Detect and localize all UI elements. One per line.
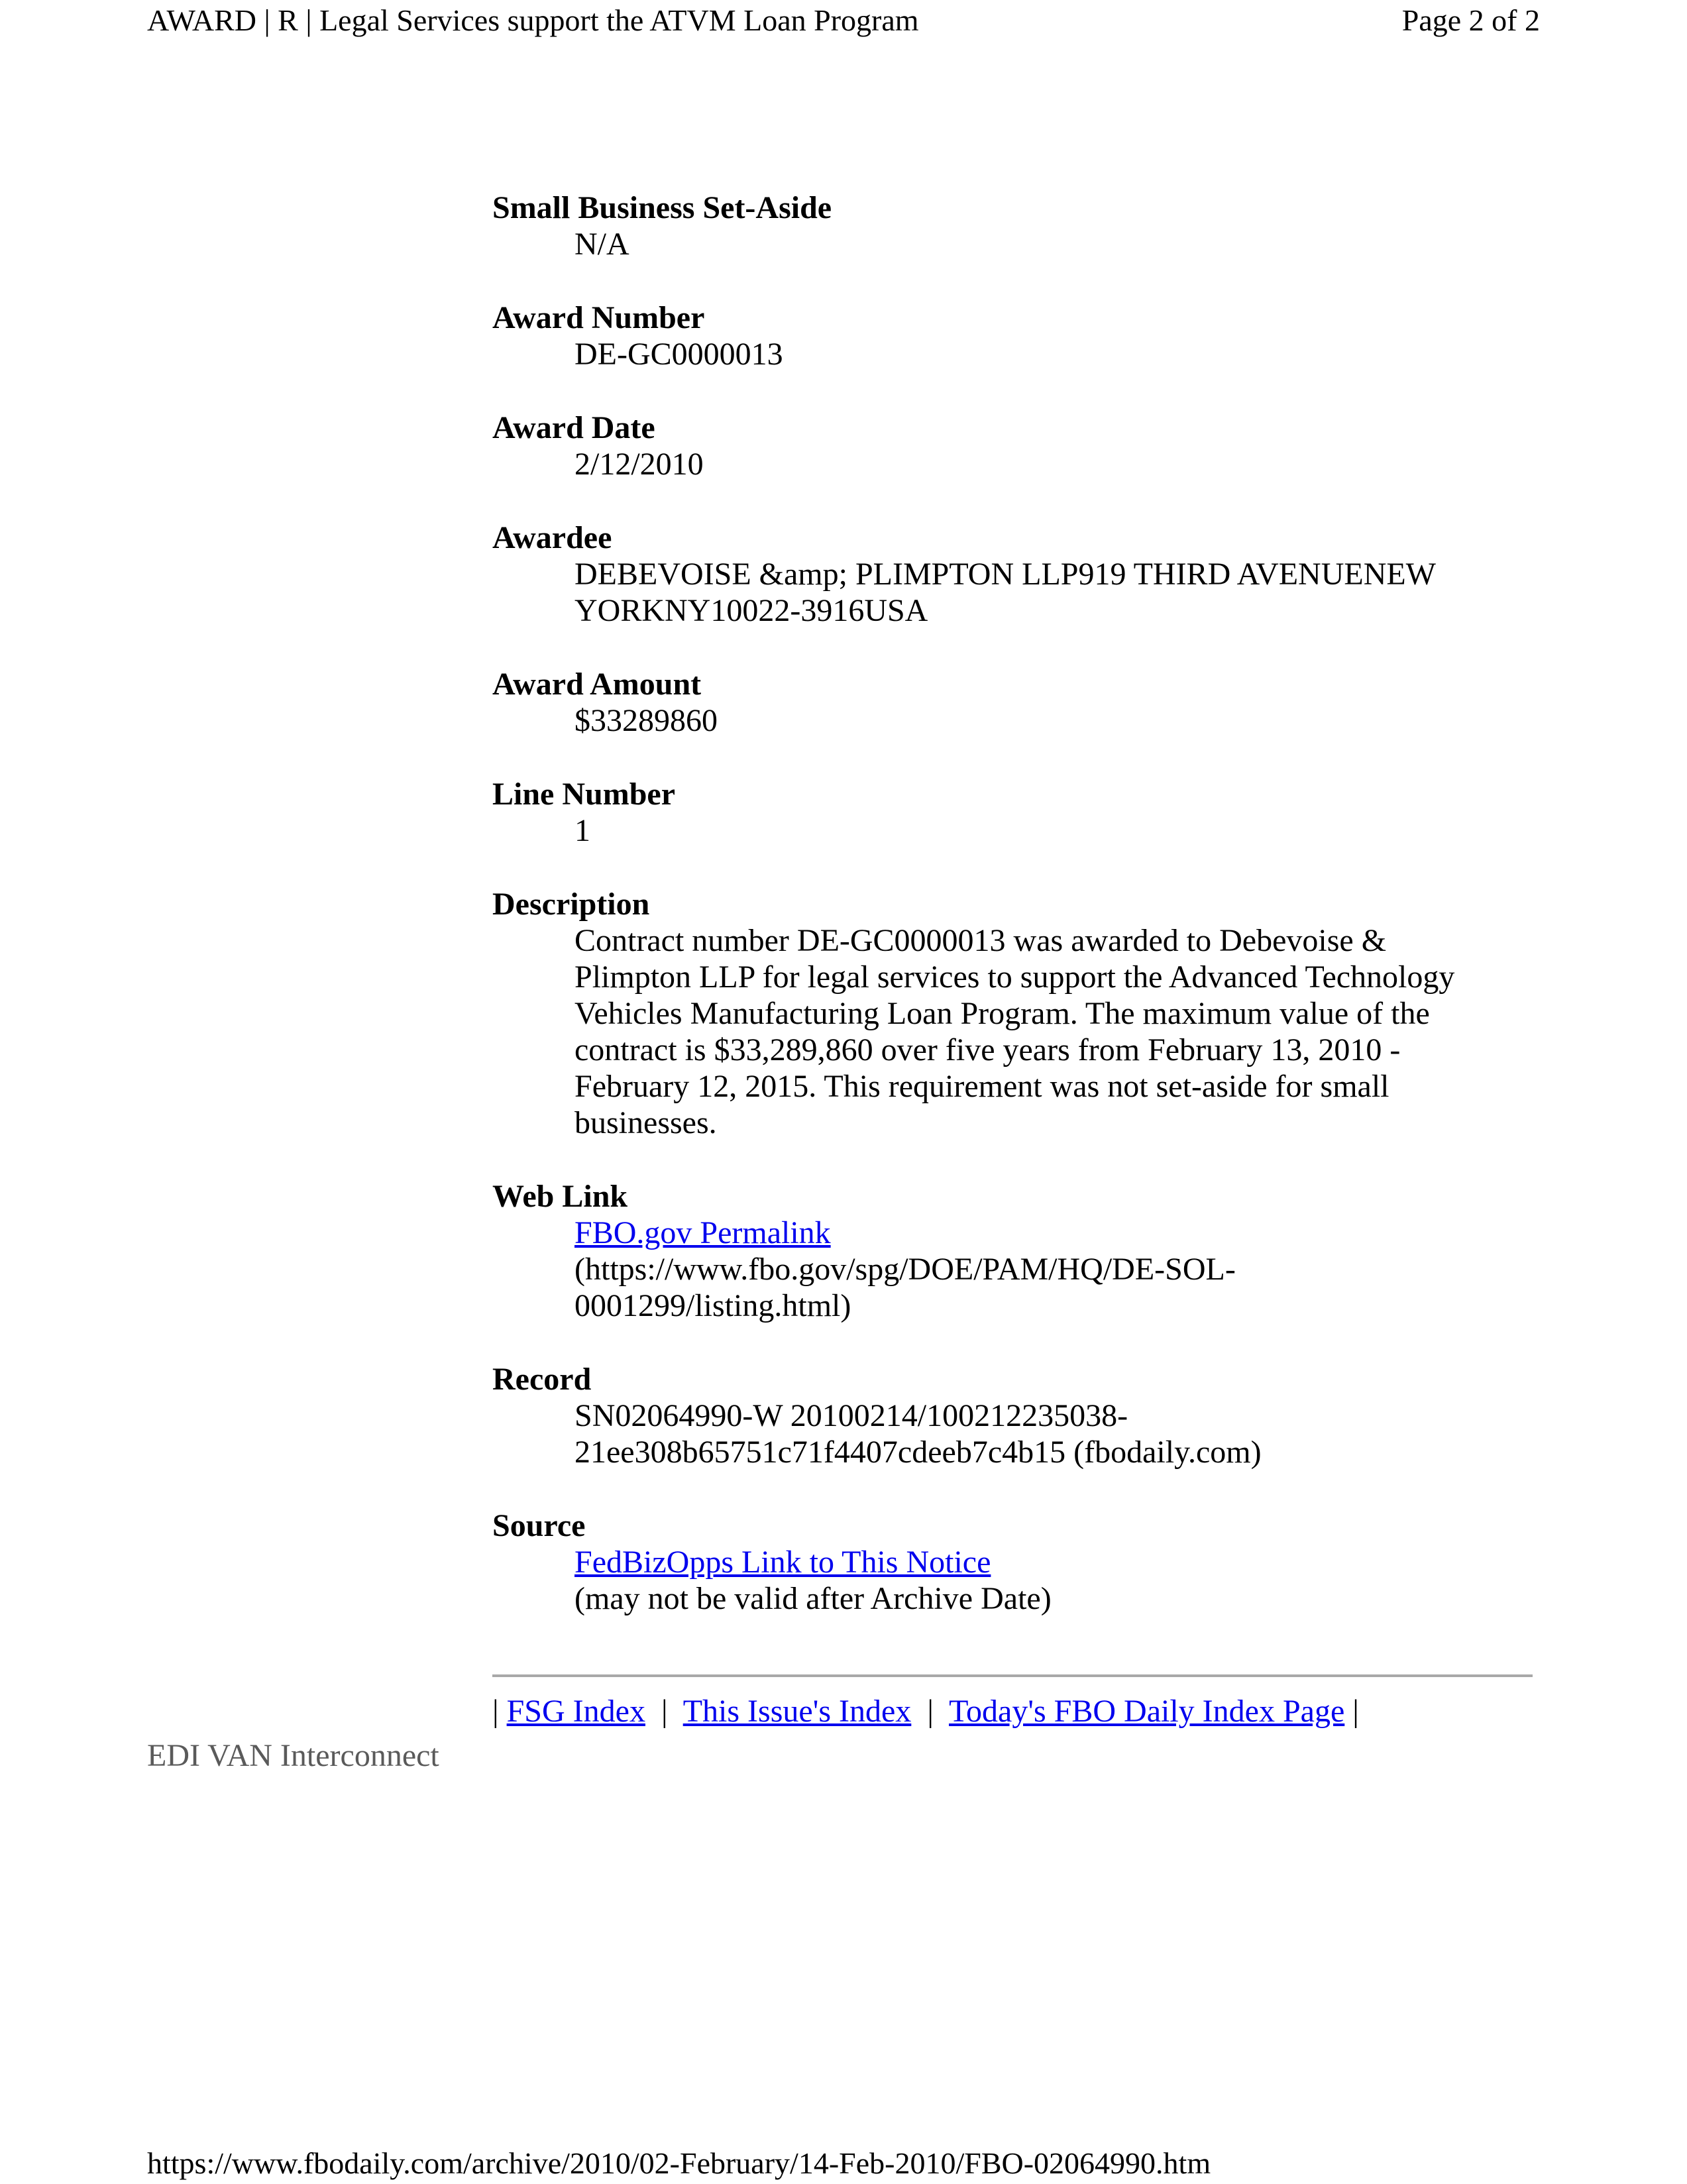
description-line: contract is $33,289,860 over five years from February 13, 2010 - [574,1032,1401,1067]
web-link-url-line: 0001299/listing.html) [574,1288,851,1323]
web-link-value [492,1215,1533,1324]
footer-separator: | [492,1694,507,1729]
award-date-value: 2/12/2010 [574,447,704,482]
footer-separator: | [1344,1694,1359,1729]
line-number-value: 1 [574,813,590,848]
web-link-label: Web Link [492,1179,628,1214]
line-number-label: Line Number [492,777,675,812]
document-title: AWARD | R | Legal Services support the ATVM Loan Program [147,3,919,37]
footer-separator: | [645,1694,683,1729]
award-amount-label: Award Amount [492,667,702,702]
record-value [492,1397,1533,1470]
print-footer-url: https://www.fbodaily.com/archive/2010/02-February/14-Feb-2010/FBO-02064990.htm [147,2146,1211,2180]
field-awardee [492,519,1533,629]
description-line: February 12, 2015. This requirement was not set-aside for small [574,1069,1389,1104]
daily-index-link[interactable]: Today's FBO Daily Index Page [949,1694,1345,1729]
description-line: Contract number DE-GC0000013 was awarded to Debevoise & [574,923,1387,958]
field-source [492,1507,1533,1617]
award-number-value: DE-GC0000013 [574,337,783,372]
field-line-number [492,776,1533,849]
record-line: SN02064990-W 20100214/100212235038- [574,1398,1128,1433]
field-record [492,1361,1533,1470]
fedbizopps-link[interactable]: FedBizOpps Link to This Notice [574,1545,991,1580]
award-number-label: Award Number [492,300,705,335]
award-date-label: Award Date [492,410,655,445]
source-label: Source [492,1508,586,1543]
record-line: 21ee308b65751c71f4407cdeeb7c4b15 (fbodaily.com) [574,1435,1262,1470]
description-text [492,922,1533,1141]
award-details [492,190,1533,1654]
edi-van-label: EDI VAN Interconnect [147,1738,439,1773]
source-value [492,1544,1533,1617]
footer-separator: | [911,1694,950,1729]
description-line: Vehicles Manufacturing Loan Program. The maximum value of the [574,996,1430,1031]
award-amount-value: $33289860 [574,703,718,738]
awardee-line: YORKNY10022-3916USA [574,593,928,628]
awardee-value [492,556,1533,629]
field-description [492,886,1533,1141]
field-award-amount [492,666,1533,739]
print-header [147,0,1540,46]
awardee-label: Awardee [492,520,612,555]
record-label: Record [492,1362,592,1397]
set-aside-value: N/A [574,227,629,262]
field-web-link [492,1178,1533,1324]
source-note: (may not be valid after Archive Date) [574,1581,1052,1616]
web-link-url-line: (https://www.fbo.gov/spg/DOE/PAM/HQ/DE-SOL- [574,1252,1236,1287]
issue-index-link[interactable]: This Issue's Index [682,1694,912,1729]
field-set-aside [492,190,1533,262]
awardee-line: DEBEVOISE &amp; PLIMPTON LLP919 THIRD AVENUENEW [574,557,1436,592]
footer-nav [492,1693,1359,1729]
description-line: Plimpton LLP for legal services to support the Advanced Technology [574,959,1455,995]
footer-divider [492,1674,1533,1677]
description-line: businesses. [574,1105,717,1140]
set-aside-label: Small Business Set-Aside [492,190,832,225]
fbo-permalink-link[interactable]: FBO.gov Permalink [574,1215,831,1250]
fsg-index-link[interactable]: FSG Index [506,1694,645,1729]
field-award-date [492,410,1533,482]
description-label: Description [492,887,650,922]
page-indicator: Page 2 of 2 [1401,3,1540,37]
field-award-number [492,300,1533,372]
